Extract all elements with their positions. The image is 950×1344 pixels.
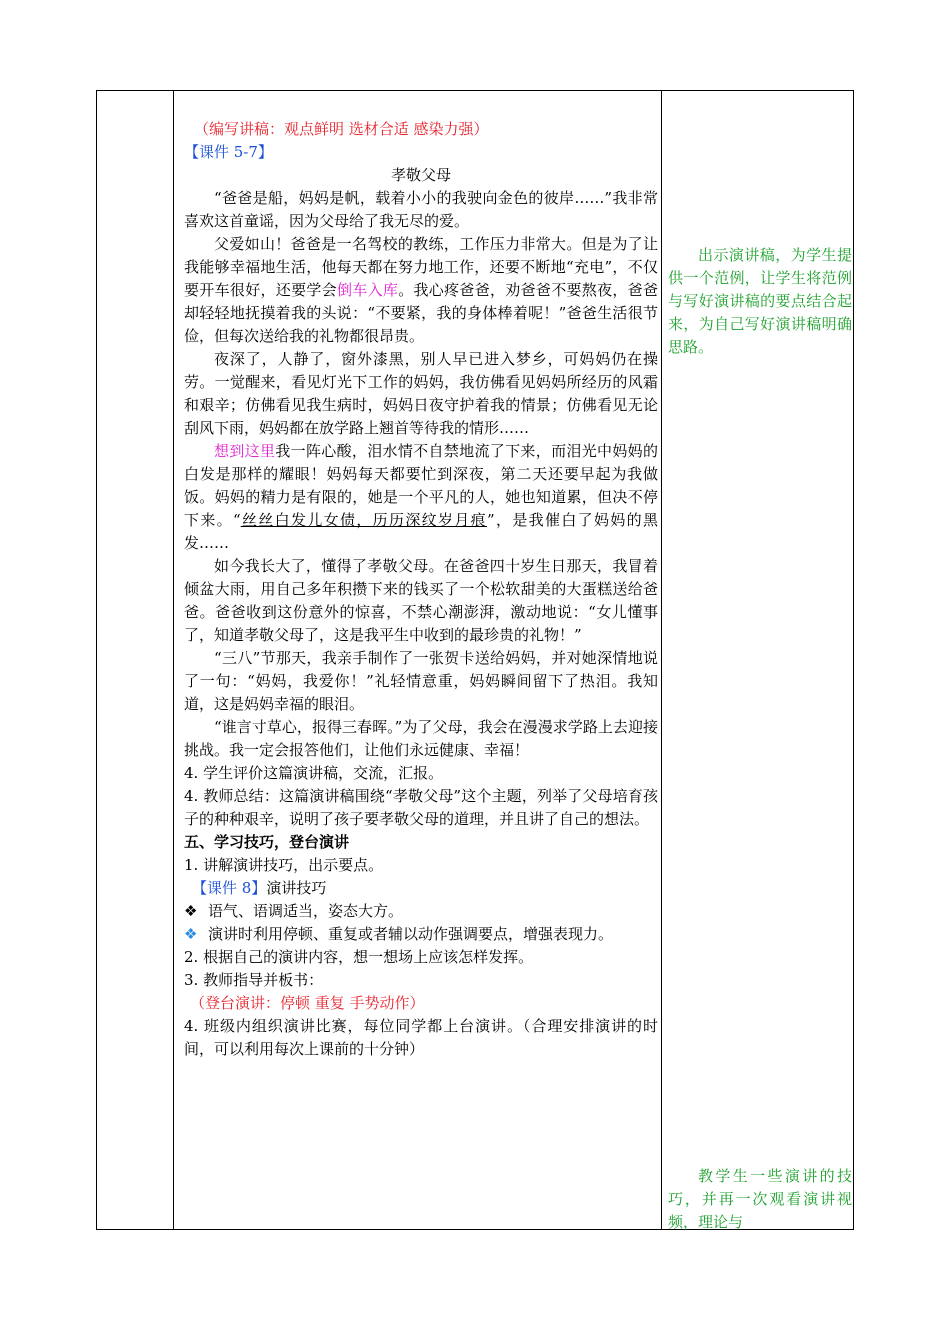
essay-paragraph-7: “谁言寸草心，报得三春晖。”为了父母，我会在漫漫求学路上去迎接挑战。我一定会报答他们，让他们永远健康、幸福！: [184, 718, 658, 759]
step-speech-contest: 4. 班级内组织演讲比赛，每位同学都上台演讲。（合理安排演讲的时间，可以利用每次上课前的十分钟）: [184, 1017, 658, 1058]
table-col-border-2: [173, 90, 174, 1230]
bullet-item-1: [184, 900, 658, 923]
design-intent-text-2: 教学生一些演讲的技巧，并再一次观看演讲视频，理论与: [668, 1167, 852, 1231]
essay-paragraph-3: 夜深了，人静了，窗外漆黑，别人早已进入梦乡，可妈妈仍在操劳。一觉醒来，看见灯光下工作的妈妈，我仿佛看见妈妈所经历的风霜和艰辛；仿佛看见我生病时，妈妈日夜守护着我的情景；仿佛看见无论刮风下雨，妈妈都在放学路上翘首等待我的情形……: [184, 350, 658, 437]
writing-guide: （编写讲稿：观点鲜明 选材合适 感染力强）: [194, 120, 489, 138]
courseware-8-title: 演讲技巧: [266, 879, 327, 897]
step-explain-techniques: 1. 讲解演讲技巧，出示要点。: [184, 856, 384, 874]
essay-paragraph-2-part-c: 。我心疼爸爸，劝爸爸不要熬夜，爸爸却轻轻地抚摸着我的头说：“不要紧，我的身体棒着呢！”爸爸生活很节俭，但每次送给我的礼物都很昂贵。: [184, 281, 658, 345]
underlined-quote: 丝丝白发儿女债，历历深纹岁月痕: [240, 511, 487, 529]
table-top-border: [96, 90, 854, 91]
essay-title: 孝敬父母: [390, 166, 451, 184]
essay-paragraph-2-part-a: 父爱如山！爸爸是一名驾校的教练，工作压力非常大。但是为了让我能够幸福地生活，他每天都在努力地工作，还要不断地“充电”，不仅要开车很好，还要学会: [184, 235, 658, 299]
step-board-writing: 3. 教师指导并板书：: [184, 971, 324, 989]
essay-paragraph-5: 如今我长大了，懂得了孝敬父母。在爸爸四十岁生日那天，我冒着倾盆大雨，用自己多年积攒下来的钱买了一个松软甜美的大蛋糕送给爸爸。爸爸收到这份意外的惊喜，不禁心潮澎湃，激动地说：“女儿懂事了，知道孝敬父母了，这是我平生中收到的最珍贵的礼物！”: [184, 557, 658, 644]
courseware-8-line: [184, 877, 658, 900]
essay-paragraph-4-part-b: 我一阵心酸，泪水情不自禁地流了下来，而泪光中妈妈的白发是那样的耀眼！妈妈每天都要忙到深夜，第二天还要早起为我做饭。妈妈的精力是有限的，她是一个平凡的人，她也知道累，但决不停下来。“: [184, 442, 658, 529]
courseware-8-label: 【课件 8】: [192, 879, 267, 897]
table-col-border-4: [853, 90, 854, 1230]
essay-paragraph-4: [184, 440, 658, 555]
essay-paragraph-6: “三八”节那天，我亲手制作了一张贺卡送给妈妈，并对她深情地说了一句：“妈妈，我爱你！”礼轻情意重，妈妈瞬间留下了热泪。我知道，这是妈妈幸福的眼泪。: [184, 649, 658, 713]
design-intent-note-1: [668, 244, 852, 359]
step-teacher-summary: 4. 教师总结：这篇演讲稿围绕“孝敬父母”这个主题，列举了父母培育孩子的种种艰辛，说明了孩子要孝敬父母的道理，并且讲了自己的想法。: [184, 787, 658, 828]
teaching-process-cell: [184, 118, 658, 1061]
step-student-evaluation: 4. 学生评价这篇演讲稿，交流，汇报。: [184, 764, 444, 782]
design-intent-note-2: [668, 1165, 852, 1234]
bullet-text-1: 语气、语调适当，姿态大方。: [208, 902, 404, 920]
bullet-item-2: [184, 923, 658, 946]
section-heading-5: 五、学习技巧，登台演讲: [184, 833, 350, 851]
table-col-border-3: [661, 90, 662, 1230]
essay-paragraph-4-part-d: ”，是我催白了妈妈的黑发……: [184, 511, 658, 552]
step-think-performance: 2. 根据自己的演讲内容，想一想场上应该怎样发挥。: [184, 948, 534, 966]
highlight-reverse-parking: 倒车入库: [337, 281, 399, 299]
diamond-bullet-icon: ❖: [184, 902, 198, 920]
highlight-thinking-of-this: 想到这里: [214, 442, 276, 460]
board-writing-content: （登台演讲：停顿 重复 手势动作）: [190, 994, 425, 1012]
essay-paragraph-2: [184, 233, 658, 348]
bullet-text-2: 演讲时利用停顿、重复或者辅以动作强调要点，增强表现力。: [208, 925, 614, 943]
design-intent-text-1: 出示演讲稿，为学生提供一个范例，让学生将范例与写好演讲稿的要点结合起来，为自己写好演讲稿明确思路。: [668, 246, 852, 356]
table-col-border-1: [96, 90, 97, 1230]
diamond-bullet-icon: ❖: [184, 925, 198, 943]
courseware-5-7-label: 【课件 5-7】: [184, 143, 273, 161]
essay-paragraph-1: “爸爸是船，妈妈是帆，载着小小的我驶向金色的彼岸……”我非常喜欢这首童谣，因为父母给了我无尽的爱。: [184, 189, 658, 230]
